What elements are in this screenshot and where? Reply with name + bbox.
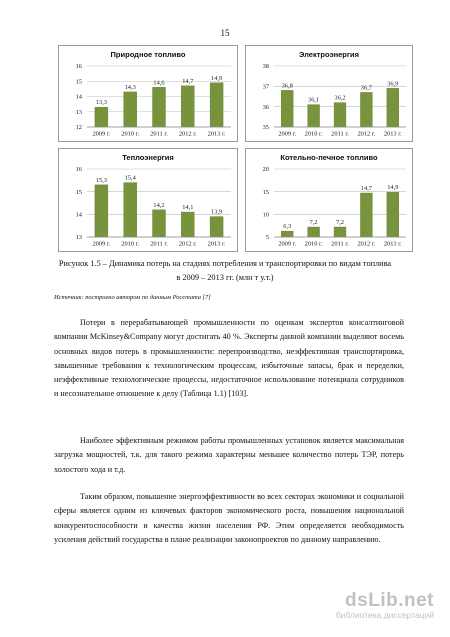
- chart-natural-fuel-svg: [59, 46, 237, 141]
- chart-boiler-furnace-fuel: [245, 148, 413, 252]
- y-tick-label: 12: [75, 124, 82, 132]
- data-label: 14,9: [387, 184, 399, 192]
- chart-title: Природное топливо: [110, 50, 186, 59]
- data-label: 13,9: [211, 208, 223, 216]
- data-label: 36,8: [281, 82, 293, 90]
- figure-caption-line2: в 2009 – 2013 гг. (млн т у.т.): [176, 273, 274, 282]
- y-tick-label: 15: [262, 188, 269, 196]
- x-tick-label: 2010 г.: [121, 240, 140, 248]
- bar: [95, 107, 108, 127]
- data-label: 14,2: [153, 201, 165, 209]
- y-tick-label: 15: [75, 188, 82, 196]
- bar: [153, 87, 166, 127]
- y-tick-label: 36: [262, 103, 269, 111]
- data-label: 36,1: [308, 96, 320, 104]
- data-label: 36,9: [387, 80, 399, 88]
- bar: [281, 90, 293, 127]
- data-label: 15,3: [95, 176, 107, 184]
- bar: [308, 227, 320, 237]
- data-label: 36,2: [334, 94, 346, 102]
- bar: [210, 217, 223, 237]
- bar: [308, 105, 320, 127]
- x-tick-label: 2010 г.: [121, 130, 140, 138]
- chart-title: Электроэнергия: [298, 50, 360, 59]
- chart-natural-fuel: [58, 45, 238, 142]
- bar: [95, 185, 108, 237]
- data-label: 14,7: [182, 77, 194, 85]
- x-tick-label: 2011 г.: [150, 240, 168, 248]
- x-tick-label: 2010 г.: [304, 240, 323, 248]
- data-label: 13,3: [95, 99, 107, 107]
- data-label: 14,6: [153, 79, 165, 87]
- x-tick-label: 2012 г.: [357, 240, 376, 248]
- x-tick-label: 2009 г.: [278, 240, 297, 248]
- data-label: 36,7: [360, 84, 372, 92]
- bar: [124, 183, 137, 237]
- chart-heat-energy: [58, 148, 238, 252]
- data-label: 14,7: [360, 185, 372, 193]
- figure-caption-line1: Рисунок 1.5 – Динамика потерь на стадиях потребления и транспортировки по видам топлива: [58, 259, 392, 268]
- data-label: 14,1: [182, 204, 194, 212]
- data-label: 7,2: [336, 219, 344, 227]
- y-tick-label: 16: [75, 63, 82, 71]
- chart-electricity: [245, 45, 413, 142]
- x-tick-label: 2011 г.: [331, 240, 349, 248]
- bar: [387, 192, 399, 237]
- bar: [360, 193, 372, 237]
- figure-source: Источник: построено автором по данным Росстата [7]: [54, 294, 211, 301]
- chart-electricity-svg: [246, 46, 412, 141]
- bar: [153, 210, 166, 237]
- chart-title: Теплоэнергия: [122, 153, 174, 162]
- y-tick-label: 20: [262, 166, 269, 174]
- x-tick-label: 2011 г.: [331, 130, 349, 138]
- chart-heat-energy-svg: [59, 149, 237, 251]
- watermark: [284, 590, 434, 620]
- x-tick-label: 2009 г.: [278, 130, 297, 138]
- bar: [181, 86, 194, 127]
- y-tick-label: 35: [262, 124, 269, 132]
- x-tick-label: 2013 г.: [207, 130, 226, 138]
- x-tick-label: 2009 г.: [92, 240, 111, 248]
- x-tick-label: 2009 г.: [92, 130, 111, 138]
- bar: [334, 227, 346, 237]
- x-tick-label: 2012 г.: [178, 130, 197, 138]
- y-tick-label: 13: [75, 234, 82, 242]
- paragraph-efficient-mode: Наиболее эффективным режимом работы промышленных установок является максимальная загрузка мощностей, т.к. для такого режима характерны меньшее количество потерь ТЭР, потерь холостого хода и т.д.: [54, 436, 404, 474]
- x-tick-label: 2012 г.: [178, 240, 197, 248]
- x-tick-label: 2013 г.: [383, 240, 402, 248]
- bar: [210, 83, 223, 127]
- data-label: 7,2: [309, 219, 318, 227]
- y-tick-label: 13: [75, 108, 82, 116]
- bar: [124, 92, 137, 127]
- data-label: 14,9: [211, 74, 223, 82]
- y-tick-label: 16: [75, 166, 82, 174]
- y-tick-label: 5: [265, 234, 269, 242]
- paragraph-conclusion: Таким образом, повышение энергоэффективности во всех секторах экономики и социальной сферы является одним из ключевых факторов экономического роста, повышения национальной конкурентоспособности и качества жизни населения РФ. Этим определяется необходимость усиления действий государства в плане реализации законопроектов по данному направлению.: [54, 492, 404, 544]
- chart-boiler-furnace-fuel-svg: [246, 149, 412, 251]
- watermark-logo: dsLib.net: [345, 590, 434, 611]
- data-label: 14,3: [124, 83, 136, 91]
- y-tick-label: 10: [262, 211, 269, 219]
- y-tick-label: 14: [75, 93, 82, 101]
- y-tick-label: 38: [262, 63, 269, 71]
- x-tick-label: 2013 г.: [207, 240, 226, 248]
- x-tick-label: 2013 г.: [383, 130, 402, 138]
- x-tick-label: 2012 г.: [357, 130, 376, 138]
- y-tick-label: 15: [75, 78, 82, 86]
- data-label: 15,4: [124, 174, 136, 182]
- bar: [181, 212, 194, 237]
- bar: [334, 103, 346, 127]
- y-tick-label: 37: [262, 83, 269, 91]
- paragraph-losses: Потери в перерабатывающей промышленности по оценкам экспертов консалтинговой компании McKinsey&Company могут достигать 40 %. Эксперты данной компании выделяют восемь основных видов потерь в промышленности: перепроизводство, неэффективная транспортировка, завышенные требования к технологическим процессам, избыточные запасы, брак и переделки, неэффективные технологические процессы, недостаточное использование потенциала сотрудников и несознательное отношение к делу (Таблица 1.1) [103].: [54, 318, 404, 399]
- bar: [360, 92, 372, 127]
- watermark-subtitle: библиотека диссертаций: [335, 610, 434, 620]
- y-tick-label: 14: [75, 211, 82, 219]
- x-tick-label: 2010 г.: [304, 130, 323, 138]
- bar: [281, 231, 293, 237]
- bar: [387, 88, 399, 127]
- x-tick-label: 2011 г.: [150, 130, 168, 138]
- page-number: 15: [220, 28, 230, 38]
- chart-title: Котельно-печное топливо: [280, 153, 378, 162]
- data-label: 6,3: [283, 223, 292, 231]
